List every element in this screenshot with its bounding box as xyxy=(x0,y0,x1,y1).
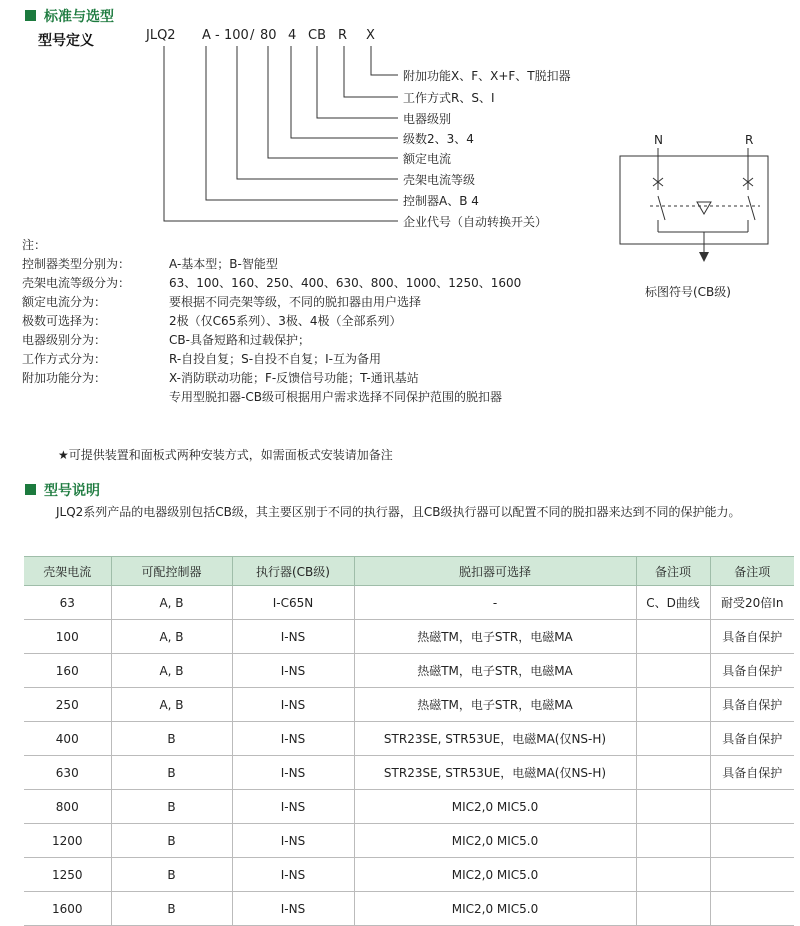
table-cell: 耐受20倍In xyxy=(710,586,794,620)
desc-addon: 附加功能X、F、X+F、T脱扣器 xyxy=(403,69,571,83)
diagram-label-r: R xyxy=(745,133,754,147)
table-header-row xyxy=(24,557,794,586)
note-extra: 专用型脱扣器-CB级可根据用户需求选择不同保护范围的脱扣器 xyxy=(169,390,502,404)
table-cell: 250 xyxy=(24,688,111,722)
note-label: 工作方式分为： xyxy=(22,352,107,366)
table-cell: B xyxy=(111,824,232,858)
table-cell: B xyxy=(111,858,232,892)
code-part-slash: / xyxy=(250,28,255,43)
note-value: 要根据不同壳架等级，不同的脱扣器由用户选择 xyxy=(169,295,422,309)
table-row xyxy=(24,654,794,688)
code-part-series: JLQ2 xyxy=(146,28,176,43)
table-cell: STR23SE, STR53UE，电磁MA(仅NS-H) xyxy=(354,722,636,756)
star-note: ★可提供装置和面板式两种安装方式，如需面板式安装请加备注 xyxy=(58,448,393,462)
desc-mode: 工作方式R、S、I xyxy=(403,91,495,105)
table-cell: 160 xyxy=(24,654,111,688)
note-value: X-消防联动功能；F-反馈信号功能；T-通讯基站 xyxy=(169,371,419,385)
table-row xyxy=(24,824,794,858)
table-cell: I-NS xyxy=(232,858,354,892)
notes-heading: 注： xyxy=(22,238,47,252)
table-cell: A, B xyxy=(111,586,232,620)
diagram-label-n: N xyxy=(654,133,663,147)
diagram-caption: 标图符号(CB级) xyxy=(645,285,731,299)
table-header: 备注项 xyxy=(710,557,794,586)
table-cell: MIC2,0 MIC5.0 xyxy=(354,824,636,858)
table-cell: 具备自保护 xyxy=(710,688,794,722)
table-cell: I-NS xyxy=(232,756,354,790)
spec-table xyxy=(24,556,794,926)
table-cell: MIC2,0 MIC5.0 xyxy=(354,892,636,926)
table-cell: I-NS xyxy=(232,620,354,654)
section-title: 型号说明 xyxy=(44,483,100,499)
table-cell xyxy=(636,688,710,722)
table-header: 壳架电流 xyxy=(24,557,111,586)
table-header: 备注项 xyxy=(636,557,710,586)
table-cell: 具备自保护 xyxy=(710,654,794,688)
table-cell: MIC2,0 MIC5.0 xyxy=(354,790,636,824)
table-cell: 1200 xyxy=(24,824,111,858)
cb-symbol-diagram xyxy=(615,148,775,268)
code-part-addon: X xyxy=(366,28,375,43)
note-value: R-自投自复；S-自投不自复；I-互为备用 xyxy=(169,352,381,366)
table-row xyxy=(24,790,794,824)
note-label: 额定电流分为： xyxy=(22,295,107,309)
table-cell: B xyxy=(111,892,232,926)
code-part-mode: R xyxy=(338,28,348,43)
table-row xyxy=(24,858,794,892)
note-label: 极数可选择为： xyxy=(22,314,107,328)
table-cell xyxy=(636,756,710,790)
note-label: 壳架电流等级分为： xyxy=(22,276,131,290)
code-part-rated: 80 xyxy=(260,28,277,43)
table-header: 脱扣器可选择 xyxy=(354,557,636,586)
code-part-frame: 100 xyxy=(224,28,249,43)
table-cell: 630 xyxy=(24,756,111,790)
table-cell: A, B xyxy=(111,654,232,688)
desc-controller: 控制器A、B 4 xyxy=(403,194,479,208)
table-cell: 1600 xyxy=(24,892,111,926)
table-row xyxy=(24,892,794,926)
table-cell: B xyxy=(111,722,232,756)
table-cell: 1250 xyxy=(24,858,111,892)
table-cell xyxy=(636,790,710,824)
table-cell: 热磁TM，电子STR，电磁MA xyxy=(354,654,636,688)
table-header: 可配控制器 xyxy=(111,557,232,586)
desc-poles: 级数2、3、4 xyxy=(403,132,474,146)
table-cell: 具备自保护 xyxy=(710,620,794,654)
table-row xyxy=(24,688,794,722)
table-header: 执行器(CB级) xyxy=(232,557,354,586)
section-subtitle: 型号定义 xyxy=(38,33,94,49)
note-value: 2极（仅C65系列）、3极、4极（全部系列） xyxy=(169,314,402,328)
table-cell: STR23SE, STR53UE，电磁MA(仅NS-H) xyxy=(354,756,636,790)
table-cell: I-NS xyxy=(232,790,354,824)
code-part-poles: 4 xyxy=(288,28,297,43)
table-cell: I-NS xyxy=(232,688,354,722)
note-label: 附加功能分为： xyxy=(22,371,107,385)
table-cell: I-NS xyxy=(232,892,354,926)
desc-class: 电器级别 xyxy=(403,112,452,126)
section-paragraph: JLQ2系列产品的电器级别包括CB级，其主要区别于不同的执行器，且CB级执行器可以配置不同的脱扣器来达到不同的保护能力。 xyxy=(56,505,741,519)
code-part-class: CB xyxy=(308,28,326,43)
table-cell: 热磁TM，电子STR，电磁MA xyxy=(354,688,636,722)
table-row xyxy=(24,586,794,620)
table-cell xyxy=(636,620,710,654)
table-cell: A, B xyxy=(111,688,232,722)
table-cell: C、D曲线 xyxy=(636,586,710,620)
table-cell: I-C65N xyxy=(232,586,354,620)
table-cell: 400 xyxy=(24,722,111,756)
table-cell: I-NS xyxy=(232,654,354,688)
desc-frame: 壳架电流等级 xyxy=(403,173,476,187)
table-cell: 具备自保护 xyxy=(710,756,794,790)
table-cell: - xyxy=(354,586,636,620)
table-cell: MIC2,0 MIC5.0 xyxy=(354,858,636,892)
table-cell xyxy=(710,824,794,858)
desc-rated: 额定电流 xyxy=(403,152,452,166)
code-part-controller: A xyxy=(202,28,211,43)
desc-enterprise: 企业代号（自动转换开关） xyxy=(403,215,548,229)
table-cell: 具备自保护 xyxy=(710,722,794,756)
section-title: 标准与选型 xyxy=(44,9,114,25)
table-cell: 100 xyxy=(24,620,111,654)
table-cell xyxy=(636,722,710,756)
table-cell xyxy=(636,858,710,892)
table-cell: I-NS xyxy=(232,722,354,756)
table-cell xyxy=(710,858,794,892)
section-marker-icon xyxy=(25,484,36,495)
note-value: 63、100、160、250、400、630、800、1000、1250、1600 xyxy=(169,276,522,290)
table-row xyxy=(24,722,794,756)
note-label: 电器级别分为： xyxy=(22,333,107,347)
table-cell xyxy=(636,654,710,688)
table-cell xyxy=(710,790,794,824)
note-value: CB-具备短路和过载保护； xyxy=(169,333,310,347)
table-cell: 800 xyxy=(24,790,111,824)
table-cell xyxy=(636,824,710,858)
table-cell: I-NS xyxy=(232,824,354,858)
table-cell: B xyxy=(111,756,232,790)
table-cell xyxy=(636,892,710,926)
table-cell: B xyxy=(111,790,232,824)
table-cell: A, B xyxy=(111,620,232,654)
table-cell: 热磁TM，电子STR，电磁MA xyxy=(354,620,636,654)
note-value: A-基本型；B-智能型 xyxy=(169,257,278,271)
table-cell: 63 xyxy=(24,586,111,620)
note-label: 控制器类型分别为： xyxy=(22,257,131,271)
table-cell xyxy=(710,892,794,926)
table-row xyxy=(24,620,794,654)
code-part-dash: - xyxy=(215,28,220,43)
table-row xyxy=(24,756,794,790)
